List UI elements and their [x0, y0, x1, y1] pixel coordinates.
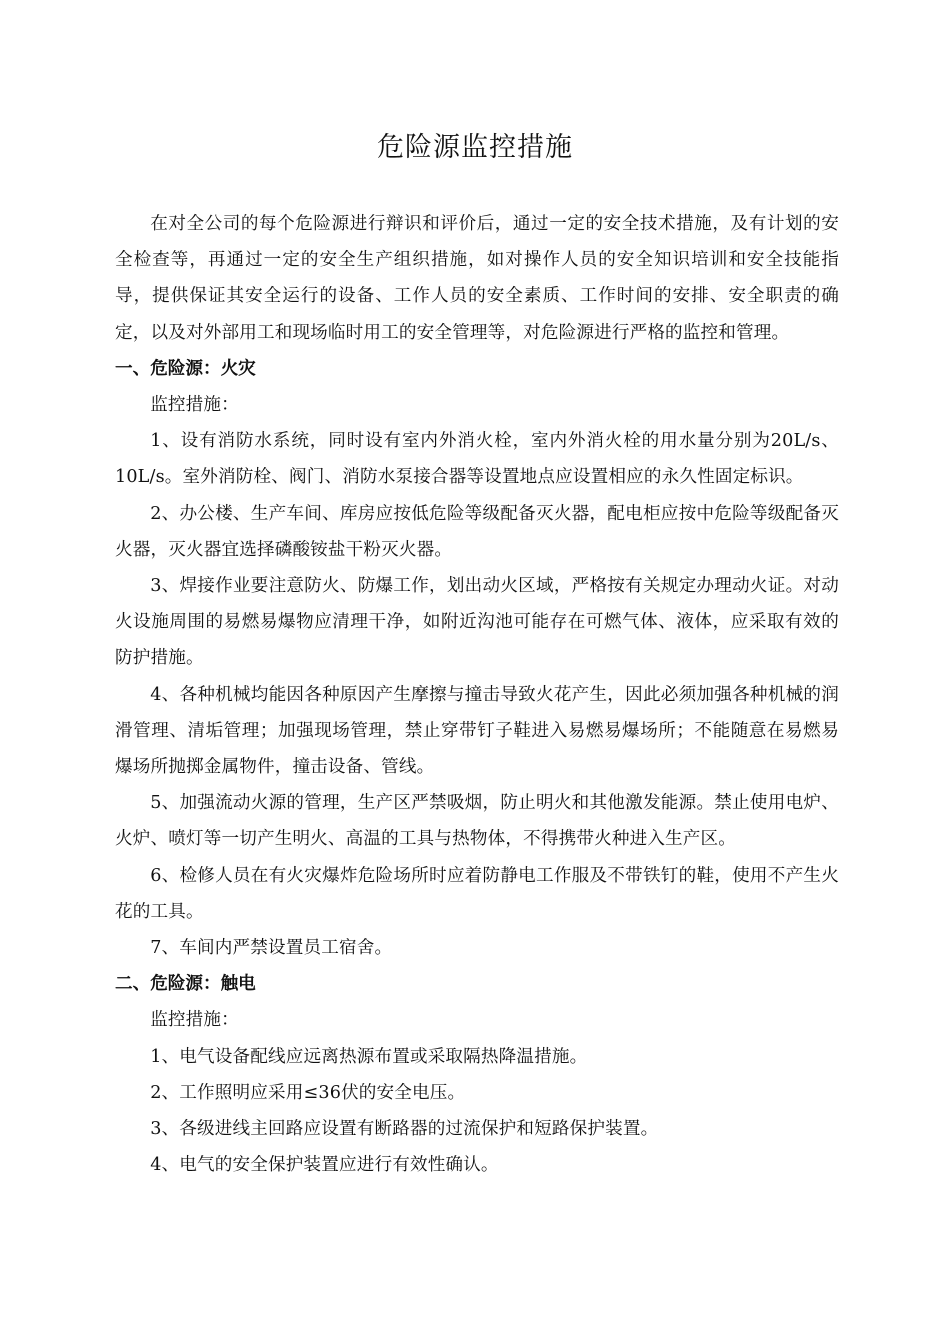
section-subheading-fire: 监控措施： [150, 395, 239, 416]
intro-paragraph: 在对全公司的每个危险源进行辩识和评价后，通过一定的安全技术措施，及有计划的安全检查等，再通过一定的安全生产组织措施，如对操作人员的安全知识培训和安全技能指导，提供保证其安全运行的设备、工作人员的安全素质、工作时间的安排、安全职责的确定，以及对外部用工和现场临时用工的安全管理等，对危险源进行严格的监控和管理。 [115, 214, 839, 343]
fire-measure-2: 2、办公楼、生产车间、库房应按低危险等级配备灭火器，配电柜应按中危险等级配备灭火器，灭火器宜选择磷酸铵盐干粉灭火器。 [115, 503, 839, 560]
fire-measure-7: 7、车间内严禁设置员工宿舍。 [150, 938, 393, 959]
fire-measure-6: 6、检修人员在有火灾爆炸危险场所时应着防静电工作服及不带铁钉的鞋，使用不产生火花的工具。 [115, 865, 839, 922]
electric-measure-1: 1、电气设备配线应远离热源布置或采取隔热降温措施。 [150, 1046, 588, 1067]
fire-measure-5: 5、加强流动火源的管理，生产区严禁吸烟，防止明火和其他激发能源。禁止使用电炉、火炉、喷灯等一切产生明火、高温的工具与热物体，不得携带火种进入生产区。 [115, 793, 839, 850]
section-heading-fire: 一、危险源：火灾 [115, 358, 256, 379]
fire-measure-4: 4、各种机械均能因各种原因产生摩擦与撞击导致火花产生，因此必须加强各种机械的润滑管理、清垢管理；加强现场管理，禁止穿带钉子鞋进入易燃易爆场所；不能随意在易燃易爆场所抛掷金属物件，撞击设备、管线。 [115, 684, 839, 778]
electric-measure-3: 3、各级进线主回路应设置有断路器的过流保护和短路保护装置。 [150, 1119, 659, 1140]
document-body [115, 206, 839, 1183]
section-heading-electric-shock: 二、危险源：触电 [115, 974, 256, 995]
fire-measure-3: 3、焊接作业要注意防火、防爆工作，划出动火区域，严格按有关规定办理动火证。对动火设施周围的易燃易爆物应清理干净，如附近沟池可能存在可燃气体、液体，应采取有效的防护措施。 [115, 576, 839, 669]
electric-measure-4: 4、电气的安全保护装置应进行有效性确认。 [150, 1155, 499, 1176]
electric-measure-2: 2、工作照明应采用≤36伏的安全电压。 [150, 1082, 466, 1103]
page-title: 危险源监控措施 [377, 132, 573, 163]
fire-measure-1: 1、设有消防水系统，同时设有室内外消火栓，室内外消火栓的用水量分别为20L/s、10L/s。室外消防栓、阀门、消防水泵接合器等设置地点应设置相应的永久性固定标识。 [115, 431, 839, 488]
section-subheading-electric-shock: 监控措施： [150, 1010, 239, 1031]
